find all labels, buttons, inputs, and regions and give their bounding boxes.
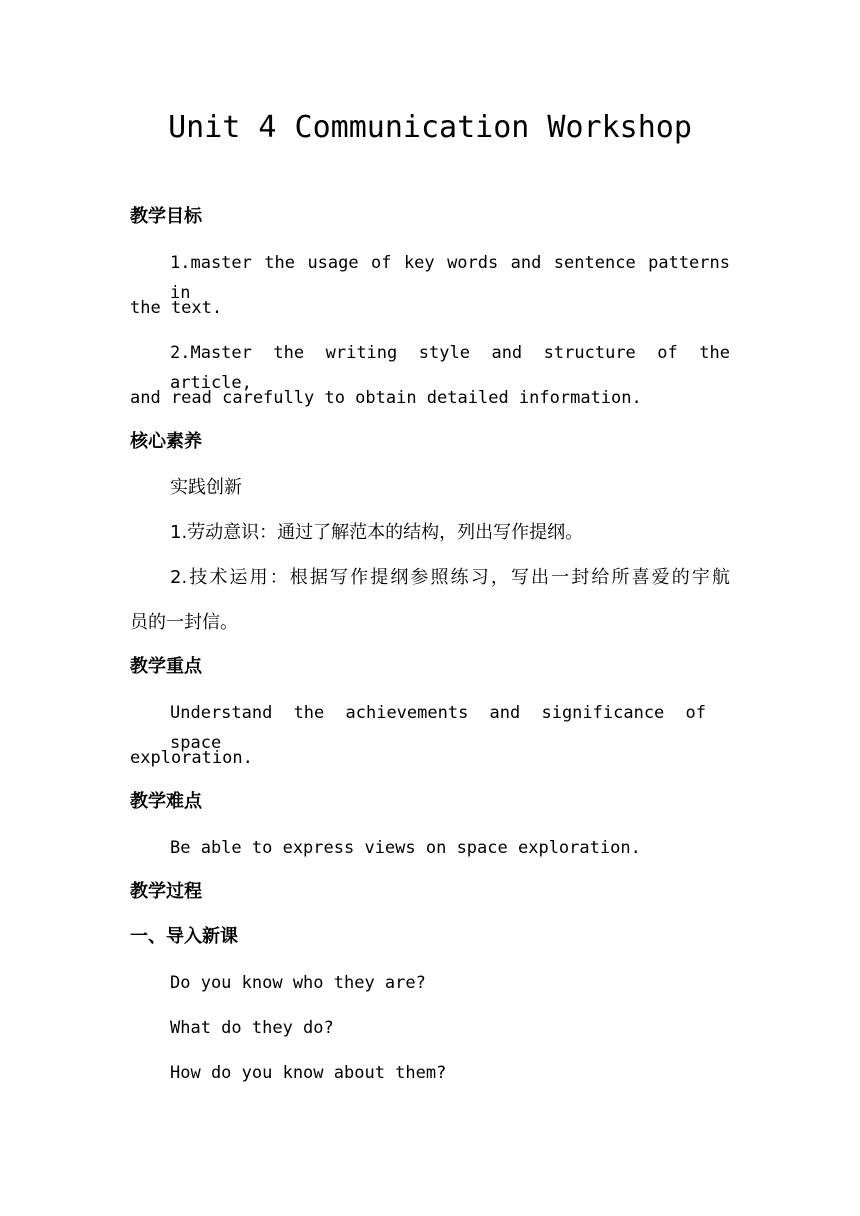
objective-2-line-1: 2.Master the writing style and structure of the article,	[170, 343, 730, 393]
process-step-1-heading: 一、导入新课	[130, 926, 238, 947]
difficulties-text: Be able to express views on space exploration.	[170, 838, 641, 858]
section-heading-process: 教学过程	[130, 881, 202, 902]
competencies-subheading: 实践创新	[170, 477, 242, 498]
section-heading-competencies: 核心素养	[130, 431, 202, 452]
competency-1: 1.劳动意识：通过了解范本的结构，列出写作提纲。	[170, 522, 584, 543]
key-points-line-1: Understand the achievements and significance of space	[170, 703, 706, 753]
objective-2-line-2: and read carefully to obtain detailed information.	[130, 388, 642, 408]
section-heading-objectives: 教学目标	[130, 206, 202, 227]
document-title: Unit 4 Communication Workshop	[168, 110, 692, 145]
objective-1-line-2: the text.	[130, 298, 223, 318]
process-question-1: Do you know who they are?	[170, 973, 426, 993]
objective-1-line-1: 1.master the usage of key words and sentence patterns in	[170, 253, 730, 303]
section-heading-key-points: 教学重点	[130, 656, 202, 677]
section-heading-difficulties: 教学难点	[130, 791, 202, 812]
competency-2-line-1: 2.技术运用：根据写作提纲参照练习，写出一封给所喜爱的宇航	[170, 567, 730, 588]
key-points-line-2: exploration.	[130, 748, 253, 768]
process-question-2: What do they do?	[170, 1018, 334, 1038]
competency-2-line-2: 员的一封信。	[130, 612, 238, 633]
process-question-3: How do you know about them?	[170, 1063, 447, 1083]
